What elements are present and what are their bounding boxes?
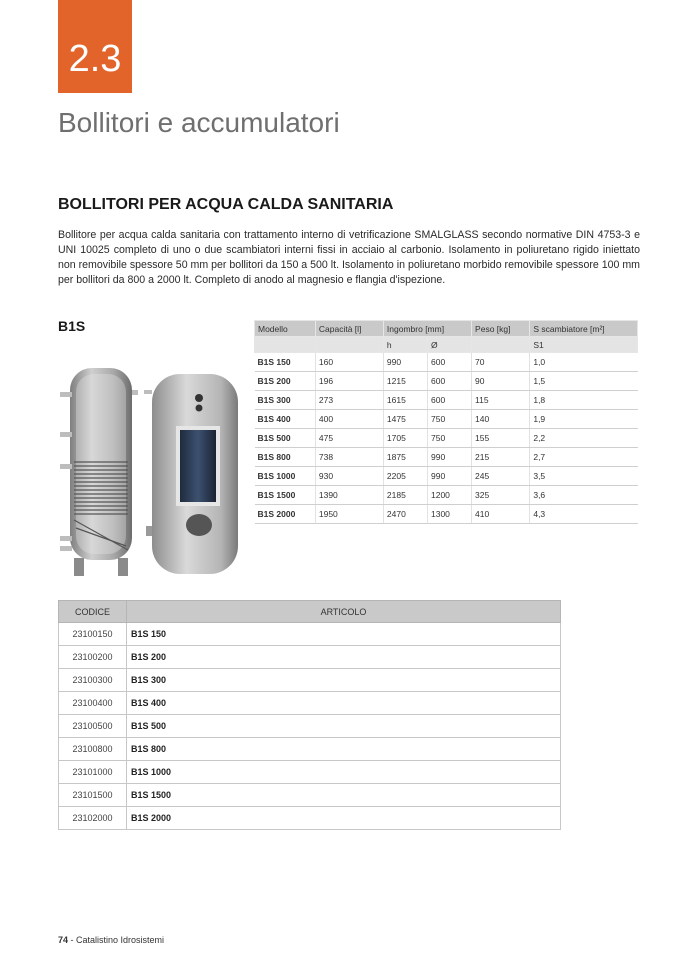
specs-cell: 325 — [472, 486, 530, 505]
specs-header-modello: Modello — [255, 321, 316, 337]
codes-row — [59, 692, 561, 715]
specs-cell: 1,9 — [530, 410, 638, 429]
article-cell: B1S 500 — [127, 715, 561, 738]
specs-header-scambiatore: S scambiatore [m²] — [530, 321, 638, 337]
specs-subheader-s1: S1 — [530, 337, 638, 353]
section-subtitle: BOLLITORI PER ACQUA CALDA SANITARIA — [58, 196, 394, 213]
specs-cell-model: B1S 400 — [255, 410, 316, 429]
codes-header-row — [59, 601, 561, 623]
page-title: Bollitori e accumulatori — [58, 107, 340, 138]
codes-header-codice: CODICE — [59, 601, 127, 623]
article-cell: B1S 400 — [127, 692, 561, 715]
specs-cell: 750 — [427, 429, 471, 448]
jacketed-tank — [144, 374, 238, 574]
code-cell: 23100500 — [59, 715, 127, 738]
specs-cell: 245 — [472, 467, 530, 486]
section-badge — [58, 0, 132, 93]
specs-cell: 738 — [315, 448, 383, 467]
specs-row — [255, 505, 638, 524]
page-number: 74 — [58, 935, 69, 945]
code-cell: 23100400 — [59, 692, 127, 715]
intro-paragraph: Bollitore per acqua calda sanitaria con trattamento interno di vetrificazione SMALGLASS secondo normative DIN 4753-3 e UNI 10025 completo di uno o due scambiatori interni fissi in acciaio al carbonio. Isolamento in poliuretano rigido iniettato non removibile spessore 50 mm per bollitori da 150 a 500 lt. Isolamento in poliuretano morbido removibile spessore 100 mm per bollitori da 800 a 2000 lt. Completo di anodo al magnesio e flangia d'ispezione. — [58, 229, 640, 286]
specs-cell-model: B1S 800 — [255, 448, 316, 467]
specs-cell: 196 — [315, 372, 383, 391]
specs-cell: 160 — [315, 353, 383, 372]
specs-cell-model: B1S 150 — [255, 353, 316, 372]
specs-row — [255, 391, 638, 410]
cutaway-tank — [60, 368, 138, 576]
article-cell: B1S 2000 — [127, 807, 561, 830]
specs-cell: 475 — [315, 429, 383, 448]
specs-cell-model: B1S 1500 — [255, 486, 316, 505]
specs-cell: 70 — [472, 353, 530, 372]
codes-header-articolo: ARTICOLO — [127, 601, 561, 623]
specs-cell: 1300 — [427, 505, 471, 524]
specs-row — [255, 486, 638, 505]
codes-row — [59, 738, 561, 761]
specs-subheader-cell — [255, 337, 316, 353]
specs-cell: 990 — [383, 353, 427, 372]
footer-text: - Catalistino Idrosistemi — [68, 935, 165, 945]
specs-cell: 600 — [427, 353, 471, 372]
specs-cell: 115 — [472, 391, 530, 410]
specs-cell: 215 — [472, 448, 530, 467]
specs-cell: 990 — [427, 467, 471, 486]
specs-cell: 2205 — [383, 467, 427, 486]
specs-row — [255, 467, 638, 486]
specs-cell: 1215 — [383, 372, 427, 391]
specs-row — [255, 353, 638, 372]
product-image — [56, 360, 246, 582]
specs-subheader-diameter: Ø — [427, 337, 471, 353]
code-cell: 23100300 — [59, 669, 127, 692]
article-cell: B1S 1500 — [127, 784, 561, 807]
codes-row — [59, 646, 561, 669]
specs-cell: 90 — [472, 372, 530, 391]
codes-row — [59, 807, 561, 830]
code-cell: 23101000 — [59, 761, 127, 784]
specs-cell: 400 — [315, 410, 383, 429]
article-cell: B1S 1000 — [127, 761, 561, 784]
codes-row — [59, 715, 561, 738]
codes-row — [59, 784, 561, 807]
code-cell: 23101500 — [59, 784, 127, 807]
code-cell: 23100200 — [59, 646, 127, 669]
specs-cell: 750 — [427, 410, 471, 429]
codes-table — [58, 600, 561, 830]
specs-cell: 3,5 — [530, 467, 638, 486]
specs-row — [255, 410, 638, 429]
specs-cell: 1,0 — [530, 353, 638, 372]
codes-row — [59, 761, 561, 784]
article-cell: B1S 150 — [127, 623, 561, 646]
code-cell: 23102000 — [59, 807, 127, 830]
specs-cell: 2185 — [383, 486, 427, 505]
specs-cell: 2470 — [383, 505, 427, 524]
specs-cell: 600 — [427, 372, 471, 391]
specs-cell-model: B1S 2000 — [255, 505, 316, 524]
specs-cell: 2,7 — [530, 448, 638, 467]
specs-cell: 600 — [427, 391, 471, 410]
specs-cell: 1390 — [315, 486, 383, 505]
article-cell: B1S 200 — [127, 646, 561, 669]
codes-row — [59, 669, 561, 692]
specs-cell: 2,2 — [530, 429, 638, 448]
specs-header-row — [255, 321, 638, 337]
article-cell: B1S 300 — [127, 669, 561, 692]
specs-cell: 273 — [315, 391, 383, 410]
specs-cell: 930 — [315, 467, 383, 486]
section-number: 2.3 — [68, 38, 122, 80]
code-cell: 23100800 — [59, 738, 127, 761]
codes-row — [59, 623, 561, 646]
specs-cell: 410 — [472, 505, 530, 524]
specs-subheader-cell — [472, 337, 530, 353]
page-footer — [58, 935, 164, 945]
specs-subheader-cell — [315, 337, 383, 353]
specs-cell: 1875 — [383, 448, 427, 467]
specs-cell: 4,3 — [530, 505, 638, 524]
specs-cell: 1475 — [383, 410, 427, 429]
specs-cell: 1200 — [427, 486, 471, 505]
article-cell: B1S 800 — [127, 738, 561, 761]
specs-cell-model: B1S 300 — [255, 391, 316, 410]
specs-header-ingombro: Ingombro [mm] — [383, 321, 471, 337]
specs-cell: 140 — [472, 410, 530, 429]
specs-cell-model: B1S 200 — [255, 372, 316, 391]
specs-cell: 990 — [427, 448, 471, 467]
specs-row — [255, 429, 638, 448]
specs-cell: 1,8 — [530, 391, 638, 410]
specs-row — [255, 372, 638, 391]
code-cell: 23100150 — [59, 623, 127, 646]
specs-header-peso: Peso [kg] — [472, 321, 530, 337]
specs-cell: 3,6 — [530, 486, 638, 505]
specs-cell: 155 — [472, 429, 530, 448]
specs-subheader-row — [255, 337, 638, 353]
specs-row — [255, 448, 638, 467]
specs-cell: 1950 — [315, 505, 383, 524]
specs-cell-model: B1S 500 — [255, 429, 316, 448]
specs-subheader-h: h — [383, 337, 427, 353]
model-label: B1S — [58, 318, 86, 334]
specs-header-capacita: Capacità [l] — [315, 321, 383, 337]
specs-cell: 1615 — [383, 391, 427, 410]
specs-cell: 1,5 — [530, 372, 638, 391]
specs-cell: 1705 — [383, 429, 427, 448]
specs-table — [254, 320, 638, 524]
specs-cell-model: B1S 1000 — [255, 467, 316, 486]
